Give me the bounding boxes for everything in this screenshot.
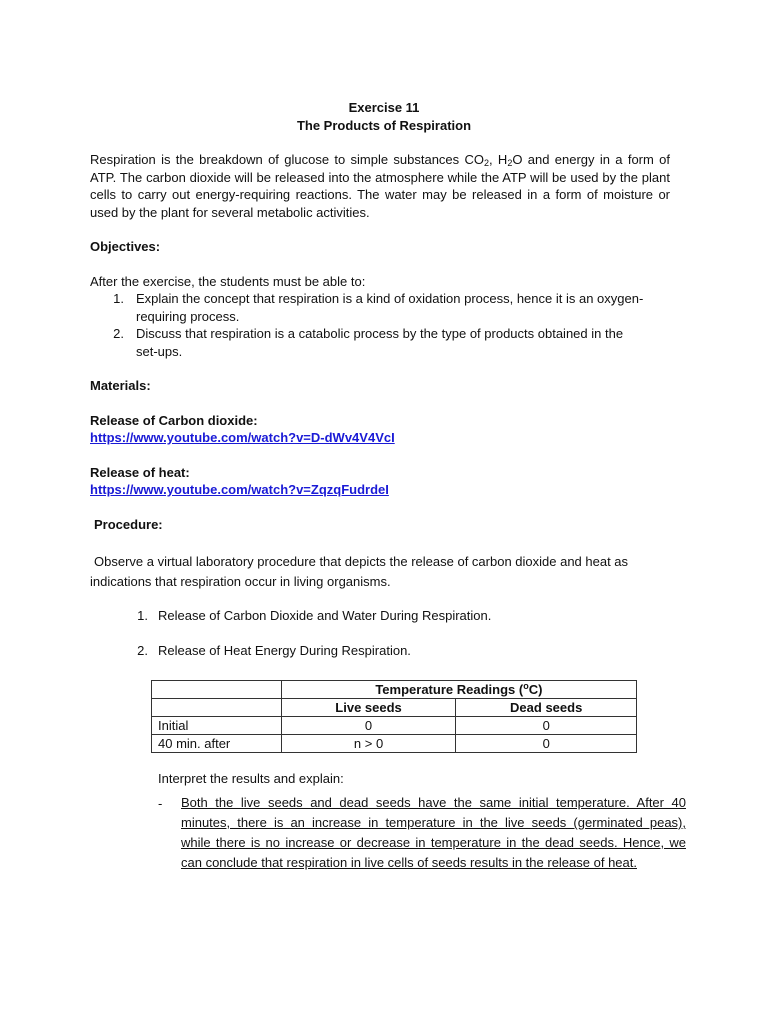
procedure-step: Release of Heat Energy During Respiration. bbox=[158, 643, 411, 658]
heat-material-label: Release of heat: bbox=[90, 465, 190, 480]
dead-seeds-header: Dead seeds bbox=[456, 699, 637, 717]
co2-video-link[interactable]: https://www.youtube.com/watch?v=D-dWv4V4VcI bbox=[90, 430, 395, 445]
procedure-line-1: Observe a virtual laboratory procedure that depicts the release of carbon dioxide and heat as bbox=[94, 554, 629, 569]
procedure-step: Release of Carbon Dioxide and Water During Respiration. bbox=[158, 608, 492, 623]
objectives-heading: Objectives: bbox=[90, 239, 161, 254]
table-corner-cell bbox=[152, 681, 282, 699]
row-label: 40 min. after bbox=[152, 735, 282, 753]
live-seeds-header: Live seeds bbox=[281, 699, 456, 717]
page-title: The Products of Respiration bbox=[296, 118, 472, 133]
table-empty-cell bbox=[152, 699, 282, 717]
row-label: Initial bbox=[152, 717, 282, 735]
procedure-step-number: 1. bbox=[137, 608, 148, 623]
materials-heading: Materials: bbox=[90, 378, 151, 393]
answer-dash: - bbox=[158, 796, 163, 811]
table-row bbox=[152, 735, 637, 753]
interpretation-prompt: Interpret the results and explain: bbox=[158, 771, 344, 786]
heat-video-link[interactable]: https://www.youtube.com/watch?v=ZqzqFudrdeI bbox=[90, 482, 389, 497]
dead-value: 0 bbox=[456, 717, 637, 735]
procedure-step-number: 2. bbox=[137, 643, 148, 658]
procedure-line-2: indications that respiration occur in living organisms. bbox=[90, 574, 391, 589]
objective-number: 2. bbox=[113, 326, 124, 341]
objectives-lead: After the exercise, the students must be able to: bbox=[90, 274, 366, 289]
table-subheader-row bbox=[152, 699, 637, 717]
objective-number: 1. bbox=[113, 291, 124, 306]
procedure-heading: Procedure: bbox=[94, 517, 163, 532]
intro-line-1: Respiration is the breakdown of glucose to simple substances $CO_2$, $H_2O$ and energy in a form of bbox=[90, 152, 670, 168]
live-value: n > 0 bbox=[281, 735, 456, 753]
objective-item: Explain the concept that respiration is a kind of oxidation process, hence it is an oxygen- requiring process. bbox=[136, 291, 644, 324]
dead-value: 0 bbox=[456, 735, 637, 753]
table-row bbox=[152, 717, 637, 735]
intro-paragraph bbox=[90, 151, 670, 221]
temperature-readings-header: Temperature Readings ($^o$C) bbox=[281, 681, 636, 699]
interpretation-answer: Both the live seeds and dead seeds have the same initial temperature. After 40 minutes, there is an increase in temperature in the live seeds (germinated peas), while there is no increase or decrease in temperature in the dead seeds. Hence, we can conclude that respiration in live cells of seeds results in the release of heat. bbox=[181, 795, 686, 870]
exercise-number: Exercise 11 bbox=[348, 100, 420, 115]
table-header-row bbox=[152, 681, 637, 699]
live-value: 0 bbox=[281, 717, 456, 735]
intro-rest: ATP. The carbon dioxide will be released into the atmosphere while the ATP will be used by the plant cells to carry out energy-requiring reactions. The water may be released in a form of moisture or used by the plant for several metabolic activities. bbox=[90, 169, 670, 220]
co2-material-label: Release of Carbon dioxide: bbox=[90, 413, 258, 428]
objective-item: Discuss that respiration is a catabolic process by the type of products obtained in the set-ups. bbox=[136, 326, 624, 359]
temperature-table bbox=[151, 680, 637, 753]
